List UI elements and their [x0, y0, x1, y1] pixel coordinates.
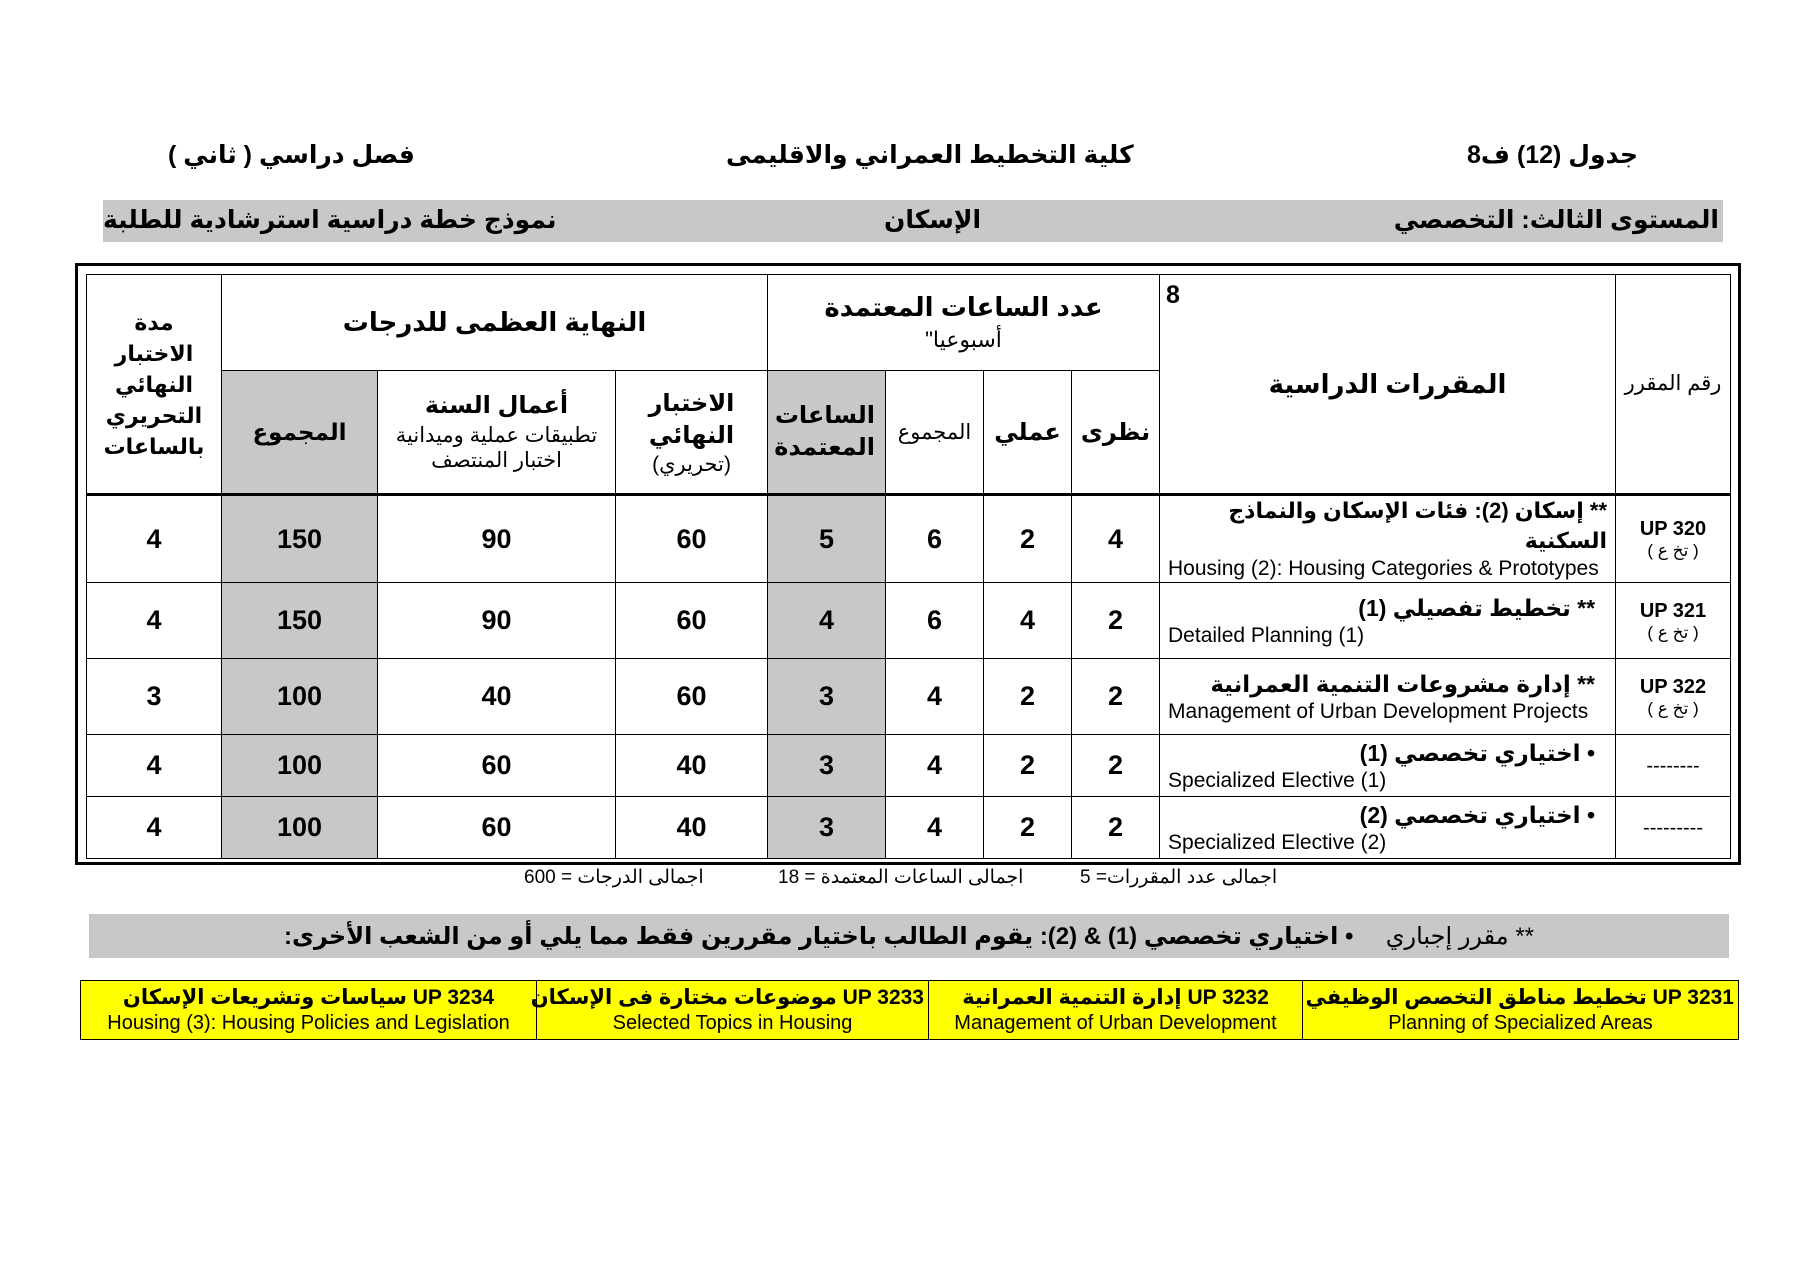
grades-total: 100	[222, 797, 378, 859]
theory-hours: 2	[1072, 583, 1160, 659]
course-name-ar: ** تخطيط تفصيلي (1)	[1358, 594, 1596, 621]
theory-hours: 4	[1072, 495, 1160, 583]
course-code: UP 321	[1639, 599, 1707, 622]
course-code: UP 320	[1639, 518, 1707, 540]
theory-header: نظرى	[1072, 371, 1160, 495]
mandatory-note: ** مقرر إجباري	[1385, 923, 1534, 950]
elective-title-en: Management of Urban Development	[954, 1012, 1277, 1034]
course-code: ---------	[1616, 797, 1731, 859]
course-name-ar: ** إدارة مشروعات التنمية العمرانية	[1210, 670, 1596, 697]
course-name-cell	[1160, 495, 1616, 583]
course-type: ( تخ ع )	[1647, 698, 1699, 718]
theory-hours: 2	[1072, 735, 1160, 797]
final-exam-grade: 60	[616, 659, 768, 735]
elective-option	[81, 981, 537, 1040]
total-hours: 6	[886, 495, 984, 583]
course-name-en: Specialized Elective (1)	[1168, 768, 1387, 792]
elective-option	[1303, 981, 1739, 1040]
course-name-ar: • اختياري تخصصي (1)	[1359, 739, 1596, 766]
final-exam-header-cell	[616, 371, 768, 495]
totals-line	[0, 866, 1812, 892]
course-name-en: Housing (2): Housing Categories & Prototypes	[1168, 557, 1599, 580]
faculty-title: كلية التخطيط العمراني والاقليمى	[726, 141, 1134, 169]
total-hours: 4	[886, 735, 984, 797]
grades-total-header: المجموع	[222, 371, 378, 495]
final-exam-grade: 60	[616, 495, 768, 583]
exam-duration: 3	[87, 659, 222, 735]
course-code: UP 322	[1639, 675, 1707, 698]
coursework-grade: 90	[378, 583, 616, 659]
elective-note: • اختياري تخصصي (1) & (2): يقوم الطالب باختيار مقررين فقط مما يلي أو من الشعب الأخرى:	[284, 923, 1354, 950]
elective-option	[530, 981, 929, 1040]
coursework-grade: 60	[378, 735, 616, 797]
exam-duration: 4	[87, 583, 222, 659]
study-plan-table	[86, 274, 1731, 859]
credit-hours: 4	[768, 583, 886, 659]
course-code-cell	[1616, 495, 1731, 583]
elective-title-en: Planning of Specialized Areas	[1388, 1012, 1653, 1034]
exam-duration: 4	[87, 797, 222, 859]
course-code: --------	[1616, 735, 1731, 797]
course-name-cell	[1160, 735, 1616, 797]
coursework-grade: 60	[378, 797, 616, 859]
theory-hours: 2	[1072, 659, 1160, 735]
semester-label: فصل دراسي ( ثاني )	[168, 141, 415, 169]
hours-total-header: المجموع	[886, 371, 984, 495]
grades-total: 100	[222, 659, 378, 735]
theory-hours: 2	[1072, 797, 1160, 859]
final-exam-grade: 40	[616, 735, 768, 797]
table-row	[87, 735, 1731, 797]
elective-option	[929, 981, 1303, 1040]
coursework-grade: 40	[378, 659, 616, 735]
table-row	[87, 797, 1731, 859]
total-grades: اجمالى الدرجات = 600	[524, 867, 704, 888]
course-name-cell	[1160, 659, 1616, 735]
table-number: جدول (12) ف8	[1467, 141, 1638, 169]
practical-hours: 2	[984, 797, 1072, 859]
elective-title: UP 3231 تخطيط مناطق التخصص الوظيفي	[1305, 986, 1734, 1009]
exam-duration: 4	[87, 495, 222, 583]
exam-duration-header: مدة الاختبار النهائي التحريري بالساعات	[87, 275, 222, 495]
elective-title-en: Housing (3): Housing Policies and Legislation	[107, 1012, 510, 1034]
total-hours: 4	[886, 659, 984, 735]
table-row	[87, 583, 1731, 659]
total-courses: اجمالى عدد المقررات= 5	[1080, 867, 1278, 888]
course-name-en: Detailed Planning (1)	[1168, 623, 1365, 647]
grades-total: 150	[222, 495, 378, 583]
credit-hours: 3	[768, 735, 886, 797]
elective-title-en: Selected Topics in Housing	[612, 1012, 853, 1034]
course-code-header: رقم المقرر	[1616, 275, 1731, 495]
coursework-applications: تطبيقات عملية وميدانية	[395, 424, 598, 447]
elective-title: UP 3232 إدارة التنمية العمرانية	[962, 986, 1269, 1009]
table-row	[87, 659, 1731, 735]
credit-hours-header: الساعات المعتمدة	[768, 371, 886, 495]
course-name-ar: ** إسكان (2): فئات الإسكان والنماذج السكنية	[1228, 498, 1608, 553]
practical-hours: 4	[984, 583, 1072, 659]
practical-header: عملي	[984, 371, 1072, 495]
grades-total: 150	[222, 583, 378, 659]
coursework-header: أعمال السنة	[424, 392, 569, 419]
credit-hours: 5	[768, 495, 886, 583]
credit-hours: 3	[768, 797, 886, 859]
elective-options-table	[80, 980, 1739, 1040]
hours-header-cell	[768, 275, 1160, 371]
exam-duration: 4	[87, 735, 222, 797]
course-name-cell	[1160, 797, 1616, 859]
course-type: ( تخ ع )	[1647, 622, 1699, 642]
hours-header: عدد الساعات المعتمدة	[824, 292, 1103, 322]
level-label: المستوى الثالث: التخصصي	[1393, 206, 1719, 234]
credit-hours: 3	[768, 659, 886, 735]
course-code-cell	[1616, 659, 1731, 735]
coursework-header-cell	[378, 371, 616, 495]
course-type: ( تخ ع )	[1647, 541, 1699, 560]
course-name-en: Specialized Elective (2)	[1168, 830, 1387, 854]
coursework-grade: 90	[378, 495, 616, 583]
courses-header-cell	[1160, 275, 1616, 495]
practical-hours: 2	[984, 659, 1072, 735]
total-credit-hours: اجمالى الساعات المعتمدة = 18	[778, 867, 1024, 888]
hours-weekly-label: أسبوعيا"	[925, 327, 1002, 352]
elective-title: UP 3233 موضوعات مختارة فى الإسكان	[530, 986, 924, 1009]
course-name-ar: • اختياري تخصصي (2)	[1359, 801, 1596, 828]
document-header	[0, 140, 1812, 180]
course-name-cell	[1160, 583, 1616, 659]
course-name-en: Management of Urban Development Projects	[1168, 699, 1589, 723]
course-code-cell	[1616, 583, 1731, 659]
table-row	[87, 495, 1731, 583]
practical-hours: 2	[984, 735, 1072, 797]
semester-number: 8	[1166, 281, 1180, 309]
final-exam-grade: 40	[616, 797, 768, 859]
department-label: الإسكان	[884, 206, 982, 234]
elective-title: UP 3234 سياسات وتشريعات الإسكان	[122, 986, 495, 1009]
final-exam-written: (تحريري)	[652, 452, 731, 476]
practical-hours: 2	[984, 495, 1072, 583]
grades-header: النهاية العظمى للدرجات	[222, 275, 768, 371]
final-exam-grade: 60	[616, 583, 768, 659]
final-exam-header: الاختبار النهائي	[648, 389, 735, 449]
total-hours: 4	[886, 797, 984, 859]
plan-label: نموذج خطة دراسية استرشادية للطلبة	[103, 206, 557, 234]
level-bar	[103, 200, 1723, 242]
coursework-midterm: اختبار المنتصف	[431, 449, 562, 472]
notes-bar	[89, 914, 1729, 958]
grades-total: 100	[222, 735, 378, 797]
courses-header: المقررات الدراسية	[1268, 368, 1507, 399]
total-hours: 6	[886, 583, 984, 659]
